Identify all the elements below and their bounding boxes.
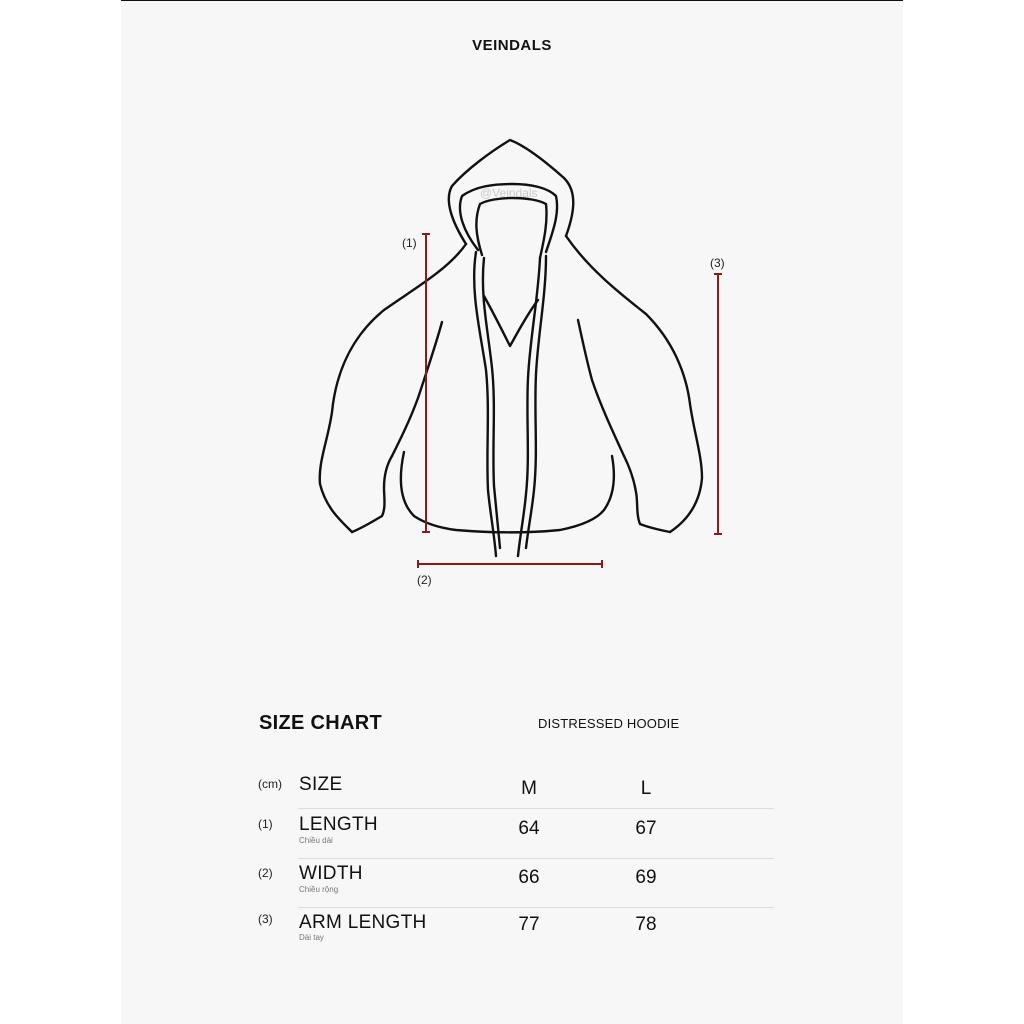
unit-label: (cm) <box>258 777 282 791</box>
row-sublabel: Chiều rộng <box>299 885 339 894</box>
watermark-text: @Veindals <box>480 186 538 200</box>
row-label: LENGTH <box>299 814 378 835</box>
product-name: DISTRESSED HOODIE <box>538 716 680 731</box>
size-m-header: M <box>521 778 537 799</box>
brand-logo: VEINDALS <box>472 37 552 54</box>
row-divider <box>298 808 774 809</box>
row-number: (2) <box>258 866 273 880</box>
value-l: 69 <box>635 867 657 888</box>
table-row <box>258 912 778 956</box>
row-divider <box>298 858 774 859</box>
value-m: 66 <box>518 867 540 888</box>
size-header-row <box>258 774 778 818</box>
size-l-header: L <box>640 778 652 799</box>
row-number: (3) <box>258 912 273 926</box>
table-row <box>258 863 778 907</box>
value-l: 67 <box>635 818 657 839</box>
row-sublabel: Chiều dài <box>299 836 333 845</box>
table-row <box>258 814 778 858</box>
row-number: (1) <box>258 817 273 831</box>
length-dimension-label: (1) <box>402 236 417 250</box>
row-label: ARM LENGTH <box>299 912 427 933</box>
row-divider <box>298 907 774 908</box>
size-chart-title: SIZE CHART <box>259 712 382 734</box>
width-dimension-label: (2) <box>417 573 432 587</box>
body-left-outline <box>320 244 466 532</box>
neckline <box>484 296 538 346</box>
size-column-label: SIZE <box>299 774 343 795</box>
row-sublabel: Dài tay <box>299 933 324 942</box>
hem-outline <box>401 452 614 532</box>
value-m: 64 <box>518 818 540 839</box>
row-label: WIDTH <box>299 863 363 884</box>
value-m: 77 <box>518 914 540 935</box>
value-l: 78 <box>635 914 657 935</box>
measurement-lines <box>418 234 722 568</box>
arm-dimension-label: (3) <box>710 256 725 270</box>
